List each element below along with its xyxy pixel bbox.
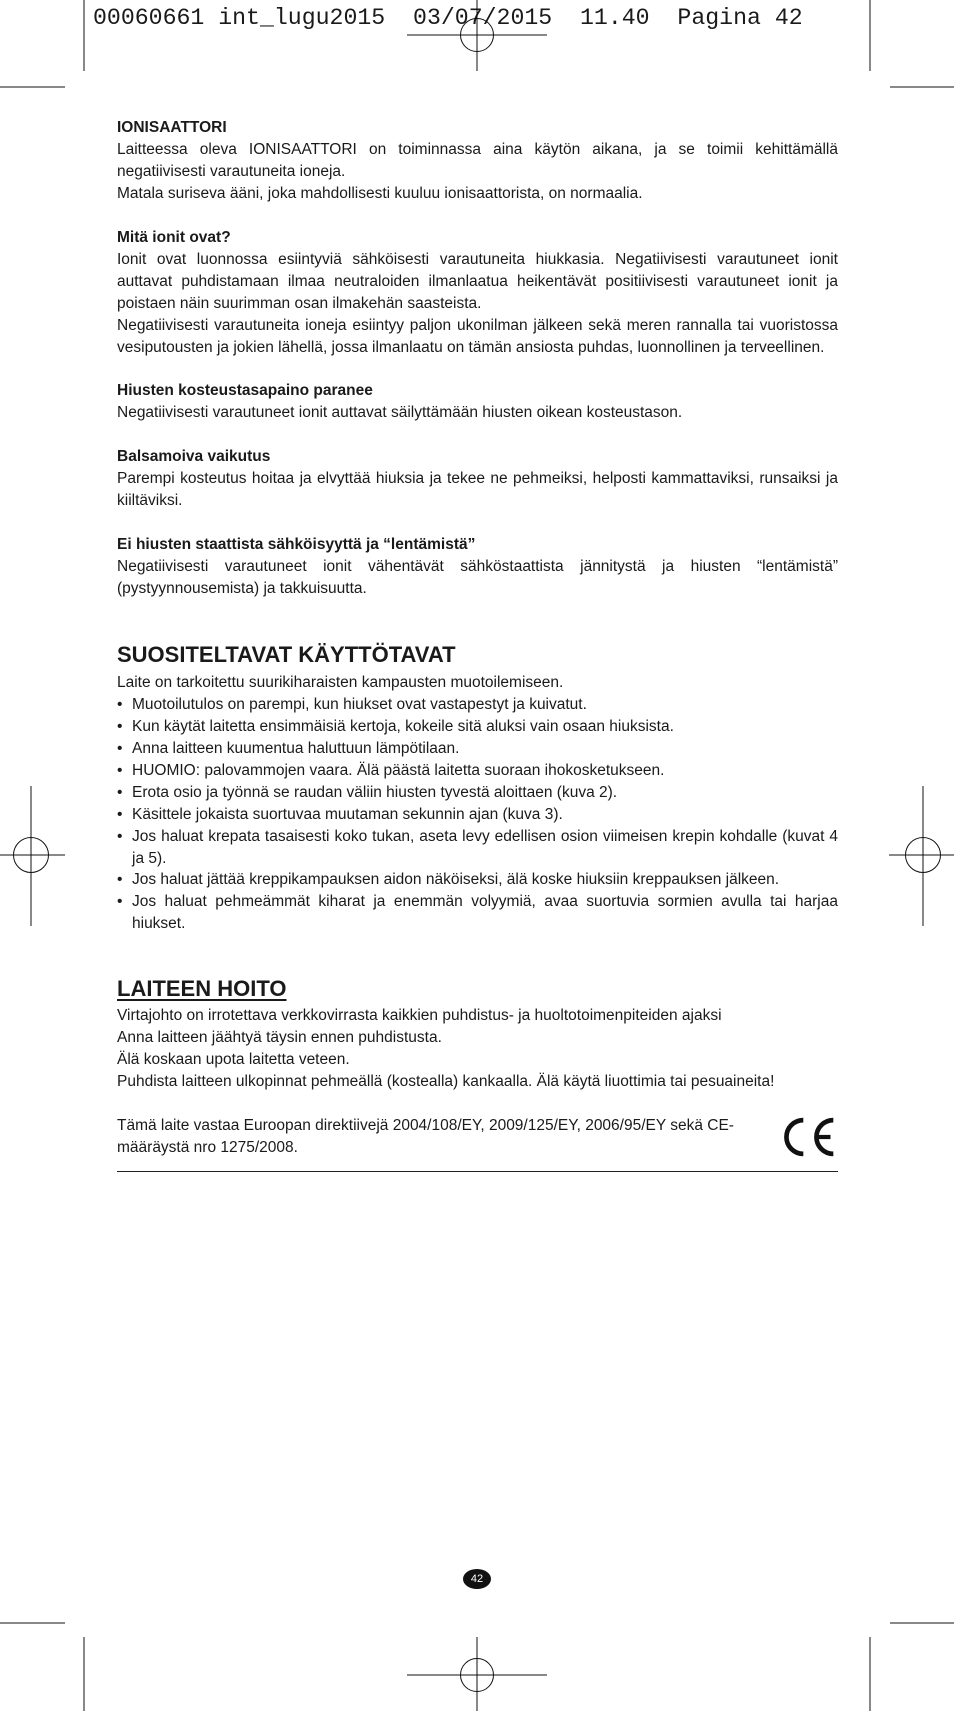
ions-section [117, 227, 838, 359]
list-item-text: Jos haluat pehmeämmät kiharat ja enemmän volyymiä, avaa suortuvia sormien avulla tai harjaa hiukset. [132, 893, 838, 933]
paragraph: Negatiivisesti varautuneita ioneja esiintyy paljon ukonilman jälkeen sekä meren rannalla tai vuoristossa vesiputousten ja jokien lähellä, jossa ilmanlaatu on tämän ansiosta puhdas, luonnollinen ja terveellinen. [117, 316, 838, 356]
usage-heading: SUOSITELTAVAT KÄYTTÖTAVAT [117, 641, 456, 667]
section-heading: Mitä ionit ovat? [117, 228, 231, 246]
section-heading: IONISAATTORI [117, 119, 227, 136]
registration-mark-bottom-circle [461, 1659, 494, 1692]
static-section [117, 534, 838, 600]
usage-section [117, 642, 838, 935]
bullet: • [117, 739, 123, 757]
paragraph: Matala suriseva ääni, joka mahdollisesti kuuluu ionisaattorista, on normaalia. [117, 184, 643, 202]
paragraph: Negatiivisesti varautuneet ionit vähentävät sähköstaattista jännitystä ja hiusten “lentämistä” (pystyynnousemista) ja takkuisuutta. [117, 558, 838, 597]
bullet: • [117, 783, 123, 801]
list-item [117, 760, 838, 782]
care-line: Älä koskaan upota laitetta veteen. [117, 1051, 350, 1069]
list-item [117, 869, 838, 891]
list-item-text: Muotoilutulos on parempi, kun hiukset ovat vastapestyt ja kuivatut. [132, 695, 587, 713]
usage-list [117, 694, 838, 935]
print-slug: 00060661 int_lugu2015 03/07/2015 11.40 Pagina 42 [93, 5, 803, 31]
list-item [117, 782, 838, 804]
paragraph: Laitteessa oleva IONISAATTORI on toiminnassa aina käytön aikana, ja se toimii kehittämällä negatiivisesti varautuneita ioneja. [117, 140, 838, 180]
compliance-row [117, 1115, 838, 1159]
care-line: Anna laitteen jäähtyä täysin ennen puhdistusta. [117, 1029, 442, 1047]
care-line: Virtajohto on irrotettava verkkovirrasta kaikkien puhdistus- ja huoltotoimenpiteiden ajaksi [117, 1007, 722, 1025]
moisture-section [117, 380, 838, 424]
section-heading: Hiusten kosteustasapaino paranee [117, 382, 373, 400]
paragraph: Ionit ovat luonnossa esiintyviä sähköisesti varautuneita hiukkasia. Negatiivisesti varautuneet ionit auttavat puhdistamaan ilmaa neutraloiden ilmanlaatua heikentävät positiivisesti varautuneet ionit ja poistaen näin suurimman osan ilmakehän saasteista. [117, 250, 838, 312]
care-section [117, 976, 838, 1172]
usage-intro: Laite on tarkoitettu suurikiharaisten kampausten muotoilemiseen. [117, 673, 564, 691]
care-lines [117, 1005, 838, 1093]
bullet: • [117, 805, 123, 823]
ce-mark-icon [778, 1115, 838, 1159]
content-column [117, 117, 838, 1172]
bullet: • [117, 717, 123, 735]
bullet: • [117, 827, 123, 845]
list-item [117, 716, 838, 738]
list-item-text: Jos haluat krepata tasaisesti koko tukan, aseta levy edellisen osion viimeisen krepin kohdalle (kuvat 4 ja 5). [132, 827, 838, 867]
care-line: Puhdista laitteen ulkopinnat pehmeällä (kostealla) kankaalla. Älä käytä liuottimia tai pesuaineita! [117, 1073, 775, 1091]
list-item-text: HUOMIO: palovammojen vaara. Älä päästä laitetta suoraan ihokosketukseen. [132, 761, 665, 779]
section-heading: Balsamoiva vaikutus [117, 448, 271, 466]
list-item [117, 891, 838, 935]
list-item-text: Kun käytät laitetta ensimmäisiä kertoja, kokeile sitä aluksi vain osaan hiuksista. [132, 717, 674, 735]
page-number-badge: 42 [463, 1569, 491, 1589]
ionizer-section [117, 117, 838, 205]
divider-rule [117, 1171, 838, 1172]
care-heading: LAITEEN HOITO [117, 976, 287, 1002]
registration-mark-left-circle [14, 838, 49, 873]
paragraph: Parempi kosteutus hoitaa ja elvyttää hiuksia ja tekee ne pehmeiksi, helposti kammattaviksi, runsaiksi ja kiiltäviksi. [117, 470, 838, 510]
ce-mark-c-stroke [786, 1120, 803, 1154]
paragraph: Negatiivisesti varautuneet ionit auttavat säilyttämään hiusten oikean kosteustason. [117, 404, 683, 422]
list-item-text: Anna laitteen kuumentua haluttuun lämpötilaan. [132, 739, 460, 757]
list-item [117, 826, 838, 870]
list-item [117, 694, 838, 716]
bullet: • [117, 893, 123, 911]
conditioning-section [117, 446, 838, 512]
list-item-text: Jos haluat jättää kreppikampauksen aidon näköiseksi, älä koske hiuksiin kreppauksen jälkeen. [132, 871, 780, 889]
bullet: • [117, 761, 123, 779]
list-item-text: Erota osio ja työnnä se raudan väliin hiusten tyvestä aloittaen (kuva 2). [132, 783, 618, 801]
list-item-text: Käsittele jokaista suortuvaa muutaman sekunnin ajan (kuva 3). [132, 805, 563, 823]
registration-mark-right-circle [906, 838, 941, 873]
list-item [117, 804, 838, 826]
bullet: • [117, 871, 123, 889]
compliance-text: Tämä laite vastaa Euroopan direktiivejä 2004/108/EY, 2009/125/EY, 2006/95/EY sekä CE-määräystä nro 1275/2008. [117, 1117, 734, 1157]
bullet: • [117, 695, 123, 713]
list-item [117, 738, 838, 760]
section-heading: Ei hiusten staattista sähköisyyttä ja “lentämistä” [117, 536, 476, 554]
